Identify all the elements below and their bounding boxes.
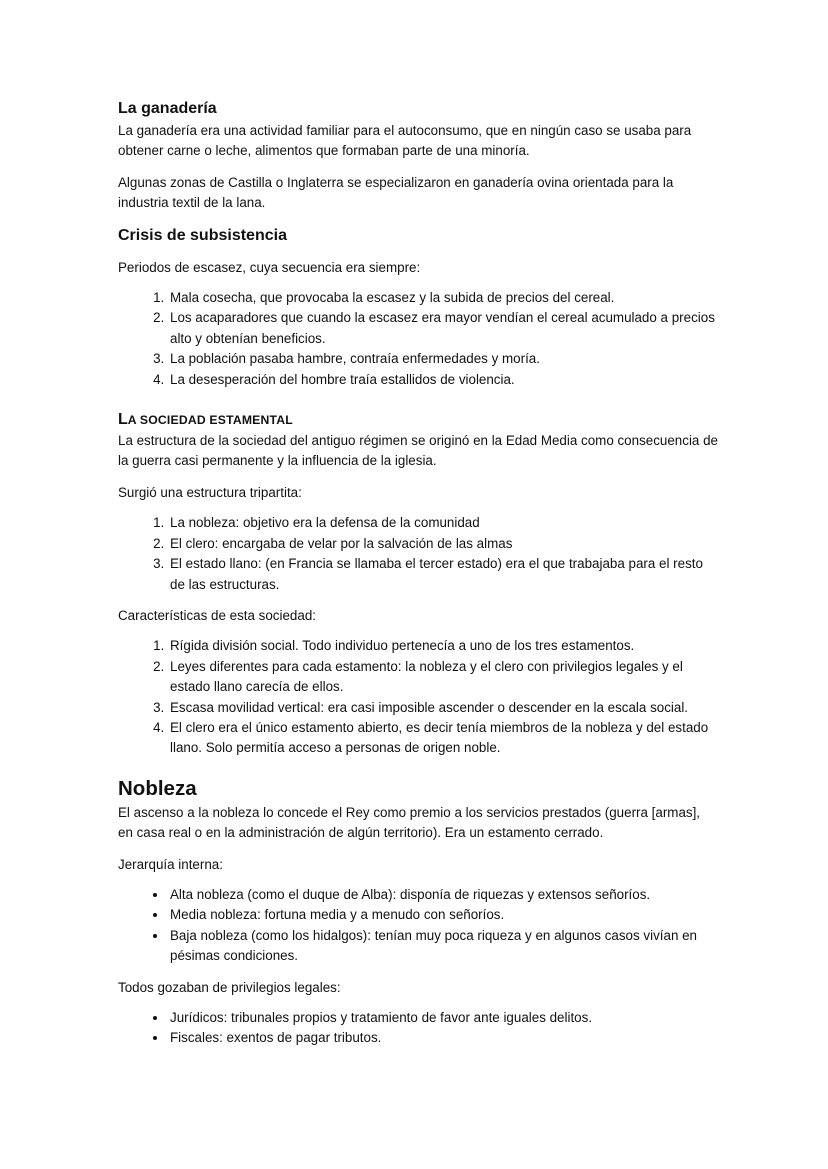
paragraph: Jerarquía interna: xyxy=(118,856,223,872)
heading-ganaderia: La ganadería xyxy=(118,100,217,117)
list-item: 4. La desesperación del hombre traía estallidos de violencia. xyxy=(168,370,718,390)
list-item: • Media nobleza: fortuna media y a menudo con señoríos. xyxy=(168,905,718,925)
list-item: 1. La nobleza: objetivo era la defensa de la comunidad xyxy=(168,513,718,533)
tripartita-list xyxy=(118,513,718,595)
caracteristicas-list xyxy=(118,636,718,758)
heading-nobleza: Nobleza xyxy=(118,776,197,800)
privilegios-list xyxy=(118,1008,718,1049)
list-item: • Jurídicos: tribunales propios y tratamiento de favor ante iguales delitos. xyxy=(168,1008,718,1028)
crisis-list xyxy=(118,288,718,390)
paragraph: Todos gozaban de privilegios legales: xyxy=(118,979,341,995)
list-item: 3. El estado llano: (en Francia se llamaba el tercer estado) era el que trabajaba para el resto de las estructuras. xyxy=(168,554,718,595)
list-item: 2. El clero: encargaba de velar por la salvación de las almas xyxy=(168,534,718,554)
list-item: 3. Escasa movilidad vertical: era casi imposible ascender o descender en la escala social. xyxy=(168,698,718,718)
list-item: 3. La población pasaba hambre, contraía enfermedades y moría. xyxy=(168,349,718,369)
heading-sociedad xyxy=(118,409,718,431)
list-item: • Fiscales: exentos de pagar tributos. xyxy=(168,1028,718,1048)
list-item: 2. Los acaparadores que cuando la escasez era mayor vendían el cereal acumulado a precios alto y obtenían beneficios. xyxy=(168,308,718,349)
heading-initial: L xyxy=(118,411,128,429)
heading-smallcaps: A SOCIEDAD ESTAMENTAL xyxy=(127,413,293,428)
list-item: • Alta nobleza (como el duque de Alba): disponía de riquezas y extensos señoríos. xyxy=(168,885,718,905)
paragraph: Surgió una estructura tripartita: xyxy=(118,484,302,500)
paragraph: La estructura de la sociedad del antiguo régimen se originó en la Edad Media como consecuencia de la guerra casi permanente y la influencia de la iglesia. xyxy=(118,433,718,469)
paragraph: Periodos de escasez, cuya secuencia era siempre: xyxy=(118,259,421,275)
paragraph: Algunas zonas de Castilla o Inglaterra se especializaron en ganadería ovina orientada para la industria textil de la lana. xyxy=(118,174,674,211)
document-body xyxy=(118,97,718,1049)
list-item: 1. Mala cosecha, que provocaba la escasez y la subida de precios del cereal. xyxy=(168,288,718,308)
paragraph: El ascenso a la nobleza lo concede el Rey como premio a los servicios prestados (guerra [armas], en casa real o en la administración de algún territorio). Era un estamento cerrado. xyxy=(118,804,701,841)
paragraph: La ganadería era una actividad familiar para el autoconsumo, que en ningún caso se usaba para obtener carne o leche, alimentos que formaban parte de una minoría. xyxy=(118,123,692,159)
paragraph: Características de esta sociedad: xyxy=(118,607,316,623)
heading-crisis: Crisis de subsistencia xyxy=(118,226,287,244)
list-item: • Baja nobleza (como los hidalgos): tenían muy poca riqueza y en algunos casos vivían en pésimas condiciones. xyxy=(168,926,718,967)
list-item: 4. El clero era el único estamento abierto, es decir tenía miembros de la nobleza y del estado llano. Solo permitía acceso a personas de origen noble. xyxy=(168,718,718,759)
list-item: 1. Rígida división social. Todo individuo pertenecía a uno de los tres estamentos. xyxy=(168,636,718,656)
jerarquia-list xyxy=(118,885,718,967)
list-item: 2. Leyes diferentes para cada estamento: la nobleza y el clero con privilegios legales y el estado llano carecía de ellos. xyxy=(168,657,718,698)
